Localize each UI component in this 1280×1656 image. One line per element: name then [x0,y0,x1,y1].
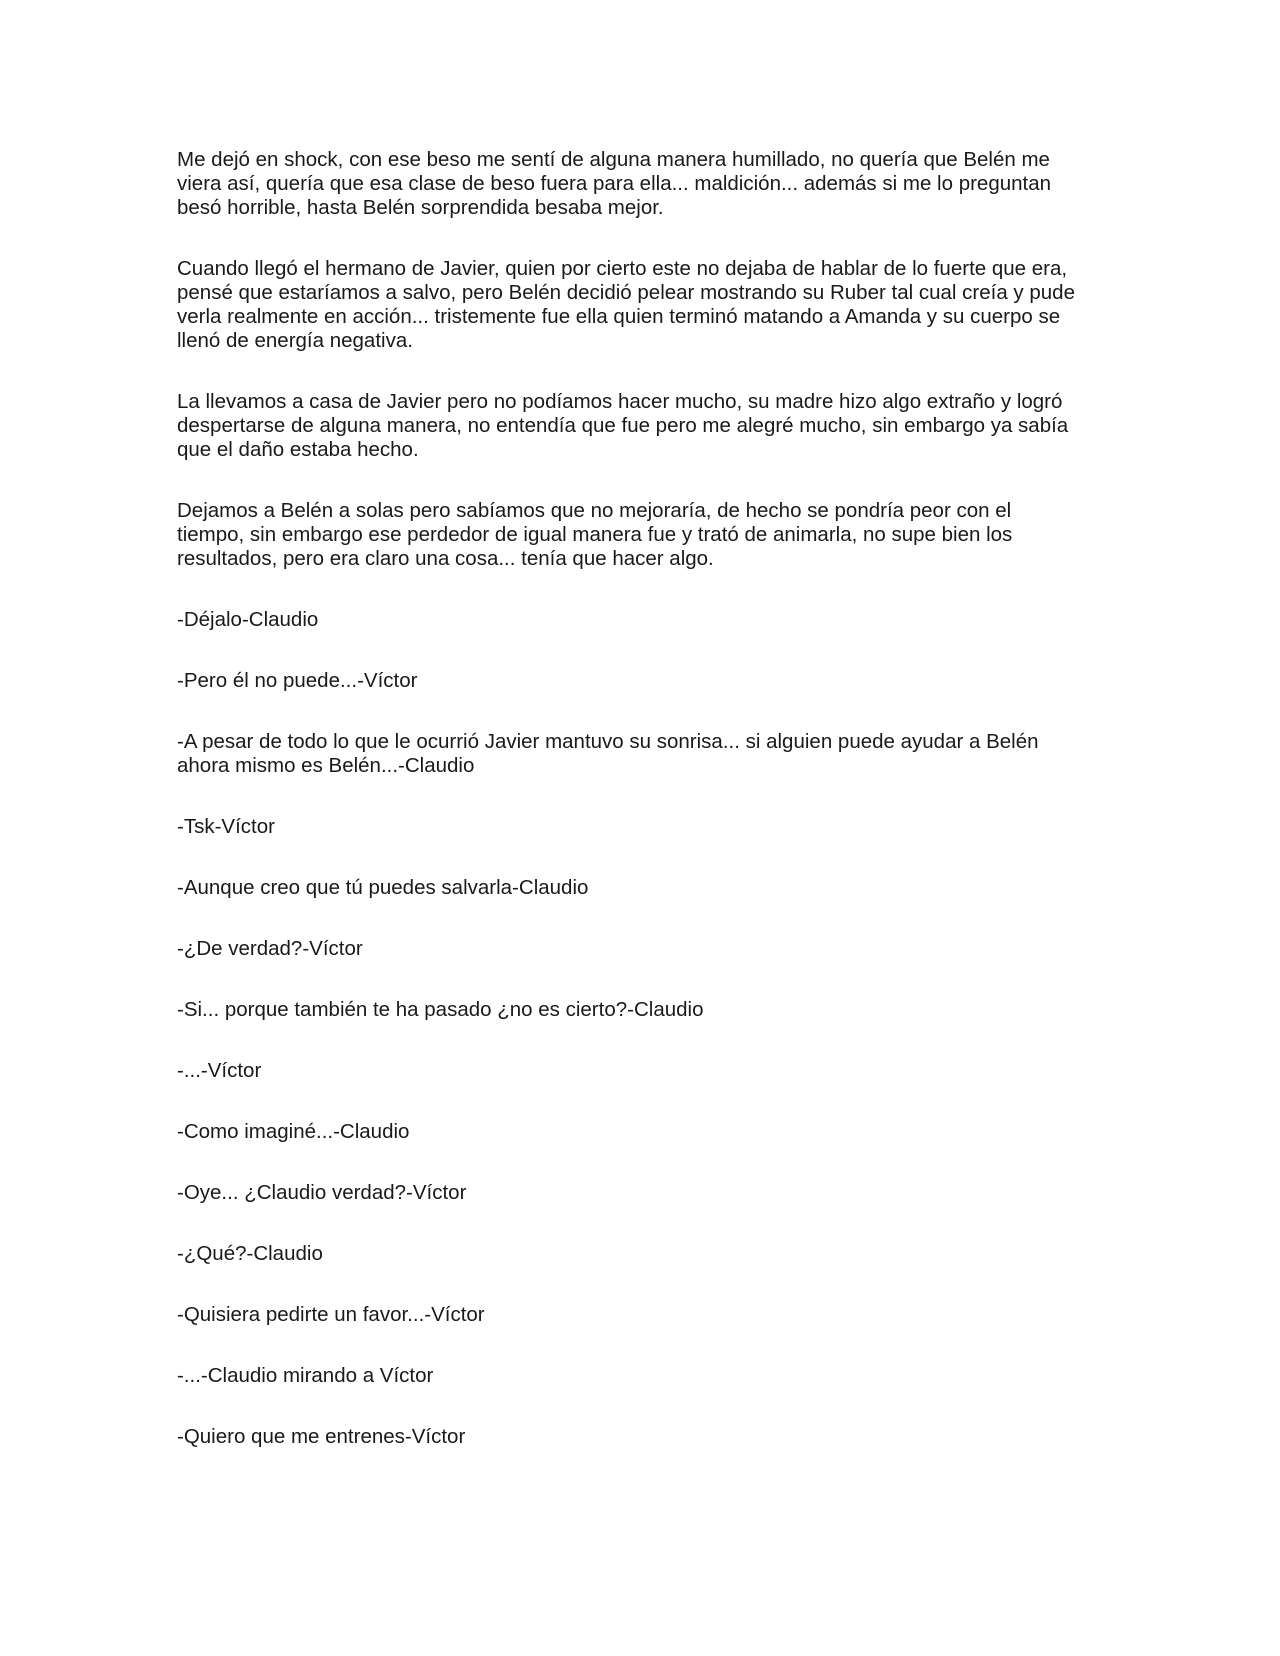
text-line: -A pesar de todo lo que le ocurrió Javier mantuvo su sonrisa... si alguien puede ayudar a Belén [177,730,1039,753]
text-line: llenó de energía negativa. [177,329,413,352]
text-line: -...-Claudio mirando a Víctor [177,1364,434,1387]
text-line: -Pero él no puede...-Víctor [177,669,418,692]
text-line: resultados, pero era claro una cosa... tenía que hacer algo. [177,547,714,570]
text-paragraph [177,1364,1107,1388]
text-line: Dejamos a Belén a solas pero sabíamos que no mejoraría, de hecho se pondría peor con el [177,499,1012,522]
text-line: -Déjalo-Claudio [177,608,319,631]
text-paragraph [177,815,1107,839]
text-paragraph [177,1120,1107,1144]
text-paragraph [177,1425,1107,1449]
text-line: verla realmente en acción... tristemente fue ella quien terminó matando a Amanda y su cuerpo se [177,305,1061,328]
text-paragraph [177,876,1107,900]
text-line: -Si... porque también te ha pasado ¿no es cierto?-Claudio [177,998,704,1021]
text-line: ahora mismo es Belén...-Claudio [177,754,475,777]
text-line: La llevamos a casa de Javier pero no podíamos hacer mucho, su madre hizo algo extraño y logró [177,390,1063,413]
text-line: -Quisiera pedirte un favor...-Víctor [177,1303,485,1326]
text-paragraph [177,730,1107,778]
text-line: tiempo, sin embargo ese perdedor de igual manera fue y trató de animarla, no supe bien los [177,523,1013,546]
text-line: -...-Víctor [177,1059,262,1082]
text-paragraph [177,499,1107,571]
text-line: besó horrible, hasta Belén sorprendida besaba mejor. [177,196,664,219]
text-paragraph [177,669,1107,693]
text-line: pensé que estaríamos a salvo, pero Belén decidió pelear mostrando su Ruber tal cual creía y pude [177,281,1075,304]
text-paragraph [177,937,1107,961]
text-paragraph [177,390,1107,462]
text-line: -¿De verdad?-Víctor [177,937,363,960]
text-line: -Oye... ¿Claudio verdad?-Víctor [177,1181,467,1204]
text-paragraph [177,148,1107,220]
document-body [177,148,1107,1449]
text-paragraph [177,1181,1107,1205]
text-paragraph [177,1059,1107,1083]
text-line: que el daño estaba hecho. [177,438,419,461]
text-line: -Aunque creo que tú puedes salvarla-Claudio [177,876,589,899]
text-line: Me dejó en shock, con ese beso me sentí de alguna manera humillado, no quería que Belén me [177,148,1050,171]
text-paragraph [177,1242,1107,1266]
text-paragraph [177,608,1107,632]
text-paragraph [177,998,1107,1022]
text-line: -Como imaginé...-Claudio [177,1120,410,1143]
text-paragraph [177,257,1107,353]
text-paragraph [177,1303,1107,1327]
text-line: -Tsk-Víctor [177,815,275,838]
text-line: despertarse de alguna manera, no entendía que fue pero me alegré mucho, sin embargo ya sabía [177,414,1069,437]
text-line: -¿Qué?-Claudio [177,1242,323,1265]
text-line: -Quiero que me entrenes-Víctor [177,1425,466,1448]
text-line: Cuando llegó el hermano de Javier, quien por cierto este no dejaba de hablar de lo fuerte que era, [177,257,1068,280]
text-line: viera así, quería que esa clase de beso fuera para ella... maldición... además si me lo preguntan [177,172,1052,195]
